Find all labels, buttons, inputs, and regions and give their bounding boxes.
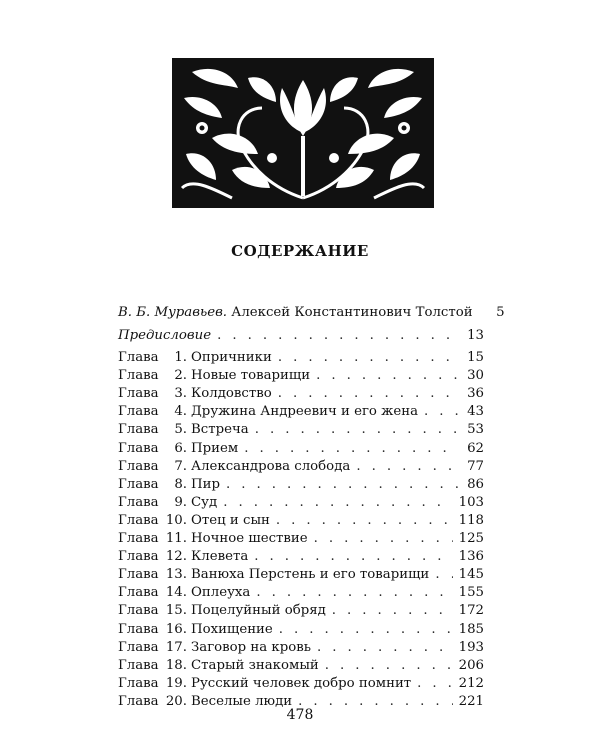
chapter-word: Глава	[118, 675, 159, 691]
chapter-number: 3.	[174, 386, 187, 402]
dot-leader	[217, 327, 458, 345]
chapter-title: Прием	[191, 440, 239, 456]
toc-entry-chapter[interactable]	[118, 476, 484, 494]
chapter-word: Глава	[118, 639, 159, 655]
toc-entry-chapter[interactable]	[118, 639, 484, 657]
chapter-word: Глава	[118, 404, 159, 420]
chapter-title: Отец и сын	[191, 512, 270, 528]
toc-entry-chapter[interactable]	[118, 675, 484, 693]
chapter-title: Заговор на кровь	[191, 639, 311, 655]
dot-leader	[255, 421, 458, 439]
entry-author: В. Б. Муравьев.	[118, 305, 228, 320]
toc-entry-chapter[interactable]	[118, 367, 484, 385]
chapter-word: Глава	[118, 693, 159, 709]
chapter-number: 15.	[165, 603, 187, 619]
chapter-page: 62	[467, 440, 484, 456]
chapter-number: 7.	[174, 458, 187, 474]
dot-leader	[278, 385, 458, 403]
chapter-number: 4.	[174, 404, 187, 420]
chapter-word: Глава	[118, 476, 159, 492]
dot-leader	[226, 476, 458, 494]
toc-entry-chapter[interactable]	[118, 530, 484, 548]
dot-leader	[356, 458, 458, 476]
chapter-title: Дружина Андреевич и его жена	[191, 404, 419, 420]
toc-entry-chapter[interactable]	[118, 620, 484, 638]
dot-leader	[279, 621, 453, 639]
chapter-word: Глава	[118, 567, 159, 583]
chapter-title: Опричники	[191, 350, 272, 366]
dot-leader	[435, 566, 452, 584]
toc-title: СОДЕРЖАНИЕ	[231, 242, 369, 260]
chapter-title: Александрова слобода	[191, 458, 351, 474]
chapter-title: Оплеуха	[191, 585, 251, 601]
chapter-number: 9.	[174, 494, 187, 510]
floral-ornament-icon	[172, 58, 434, 208]
chapter-page: 155	[458, 585, 484, 601]
chapter-title: Пир	[191, 476, 220, 492]
dot-leader	[424, 403, 458, 421]
chapter-page: 206	[458, 657, 484, 673]
chapter-title: Русский человек добро помнит	[191, 675, 412, 691]
toc-entry-chapter[interactable]	[118, 657, 484, 675]
chapter-page: 125	[458, 531, 484, 547]
chapter-word: Глава	[118, 531, 159, 547]
chapter-title: Встреча	[191, 422, 249, 438]
chapter-number: 13.	[165, 567, 187, 583]
chapter-word: Глава	[118, 350, 159, 366]
chapter-number: 16.	[165, 621, 187, 637]
chapter-page: 193	[458, 639, 484, 655]
toc-entry-chapter[interactable]	[118, 584, 484, 602]
toc-entry-chapter[interactable]	[118, 403, 484, 421]
chapter-page: 185	[458, 621, 484, 637]
chapter-number: 18.	[165, 657, 187, 673]
chapter-word: Глава	[118, 549, 159, 565]
dot-leader	[314, 530, 453, 548]
entry-title: Предисловие	[118, 328, 212, 343]
toc-entry-chapter[interactable]	[118, 385, 484, 403]
chapter-page: 212	[458, 675, 484, 691]
toc-entry-chapter[interactable]	[118, 602, 484, 620]
entry-page: 13	[467, 328, 484, 343]
chapter-word: Глава	[118, 422, 159, 438]
chapter-list	[118, 349, 484, 711]
toc-entry-chapter[interactable]	[118, 512, 484, 530]
chapter-word: Глава	[118, 585, 159, 601]
chapter-number: 19.	[165, 675, 187, 691]
toc-entry-chapter[interactable]	[118, 494, 484, 512]
chapter-word: Глава	[118, 512, 159, 528]
chapter-page: 30	[467, 368, 484, 384]
dot-leader	[325, 657, 453, 675]
chapter-number: 2.	[174, 368, 187, 384]
chapter-number: 5.	[174, 422, 187, 438]
chapter-number: 10.	[165, 512, 187, 528]
dot-leader	[317, 639, 453, 657]
toc-entry-chapter[interactable]	[118, 439, 484, 457]
chapter-number: 6.	[174, 440, 187, 456]
chapter-number: 12.	[165, 549, 187, 565]
chapter-page: 86	[467, 476, 484, 492]
toc-entry-chapter[interactable]	[118, 566, 484, 584]
chapter-page: 145	[458, 567, 484, 583]
chapter-page: 118	[458, 512, 484, 528]
chapter-word: Глава	[118, 386, 159, 402]
toc-entry-foreword[interactable]	[118, 299, 505, 322]
chapter-number: 17.	[165, 639, 187, 655]
dot-leader	[417, 675, 452, 693]
entry-page: 5	[496, 305, 505, 320]
chapter-page: 103	[458, 494, 484, 510]
chapter-title: Колдовство	[191, 386, 272, 402]
chapter-page: 172	[458, 603, 484, 619]
dot-leader	[244, 440, 458, 458]
chapter-title: Суд	[191, 494, 218, 510]
chapter-word: Глава	[118, 621, 159, 637]
dot-leader	[223, 494, 452, 512]
chapter-word: Глава	[118, 657, 159, 673]
dot-leader	[254, 548, 452, 566]
chapter-title: Ванюха Перстень и его товарищи	[191, 567, 430, 583]
dot-leader	[316, 367, 458, 385]
chapter-number: 8.	[174, 476, 187, 492]
chapter-title: Поцелуйный обряд	[191, 603, 326, 619]
chapter-word: Глава	[118, 603, 159, 619]
dot-leader	[276, 512, 453, 530]
chapter-word: Глава	[118, 368, 159, 384]
chapter-title: Похищение	[191, 621, 273, 637]
dot-leader	[278, 349, 458, 367]
chapter-page: 43	[467, 404, 484, 420]
chapter-number: 14.	[165, 585, 187, 601]
chapter-word: Глава	[118, 440, 159, 456]
toc-entry-chapter[interactable]	[118, 548, 484, 566]
chapter-number: 11.	[165, 531, 187, 547]
dot-leader	[332, 602, 453, 620]
chapter-number: 20.	[165, 693, 187, 709]
toc-entry-chapter[interactable]	[118, 421, 484, 439]
chapter-page: 136	[458, 549, 484, 565]
toc-entry-preface[interactable]	[118, 322, 484, 345]
entry-title: Алексей Константинович Толстой	[231, 305, 473, 320]
chapter-title: Старый знакомый	[191, 657, 319, 673]
chapter-page: 36	[467, 386, 484, 402]
chapter-word: Глава	[118, 494, 159, 510]
chapter-page: 53	[467, 422, 484, 438]
chapter-title: Клевета	[191, 549, 249, 565]
dot-leader	[256, 584, 452, 602]
chapter-page: 15	[467, 350, 484, 366]
page-number: 478	[286, 707, 314, 723]
chapter-number: 1.	[174, 350, 187, 366]
toc-entry-chapter[interactable]	[118, 349, 484, 367]
chapter-page: 77	[467, 458, 484, 474]
chapter-page: 221	[458, 693, 484, 709]
chapter-word: Глава	[118, 458, 159, 474]
chapter-title: Веселые люди	[191, 693, 293, 709]
chapter-title: Новые товарищи	[191, 368, 311, 384]
table-of-contents	[118, 299, 505, 711]
chapter-title: Ночное шествие	[191, 531, 308, 547]
toc-entry-chapter[interactable]	[118, 458, 484, 476]
